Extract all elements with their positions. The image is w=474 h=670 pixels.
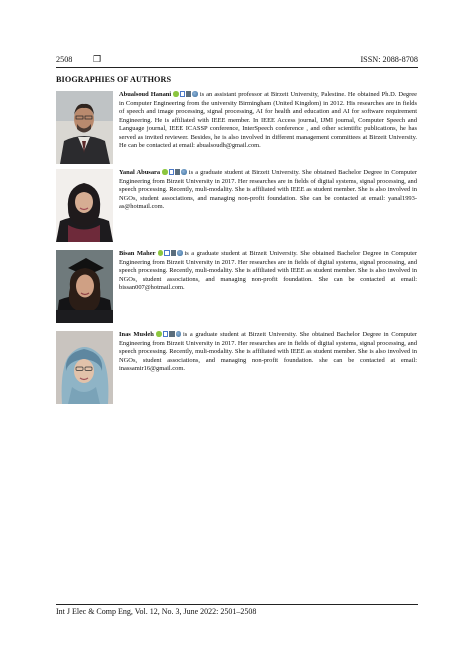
web-of-science-icon[interactable] (176, 331, 181, 336)
google-scholar-icon[interactable] (169, 169, 174, 174)
scopus-icon[interactable] (171, 250, 176, 255)
author-bio-text (119, 169, 417, 212)
author-photo (56, 250, 113, 323)
footer-citation: Int J Elec & Comp Eng, Vol. 12, No. 3, June 2022: 2501–2508 (56, 607, 257, 616)
orcid-icon[interactable] (156, 331, 161, 336)
author-photo-image (56, 250, 113, 323)
author-photo-image (56, 331, 113, 404)
web-of-science-icon[interactable] (177, 250, 182, 255)
author-photo-image (56, 169, 113, 242)
scopus-icon[interactable] (169, 331, 174, 336)
author-name: Yanal Abusara (119, 169, 161, 176)
author-name: Inas Musleh (119, 331, 154, 338)
scopus-icon[interactable] (186, 91, 191, 96)
author-photo (56, 331, 113, 404)
author-name: Abualsoud Hanani (119, 91, 172, 98)
footer-rule (56, 604, 418, 605)
journal-mark-icon: ❒ (93, 54, 102, 64)
author-photo (56, 91, 113, 164)
author-bio-text (119, 250, 417, 293)
google-scholar-icon[interactable] (164, 250, 169, 255)
web-of-science-icon[interactable] (192, 91, 197, 96)
orcid-icon[interactable] (173, 91, 178, 96)
author-bio-body: is an assistant professor at Birzeit University, Palestine. He obtained Ph.D. Degree in Computer Engineering from the university Birmingham (United Kingdom) in 2012. His researches are in fields of speech and image processing, signal processing, AI for health and education and AI for software requirement Engineering. He is affiliated with IEEE member. In IEEE Access journal, IJMI journal, Computer Speech and Language journal, IEEE ICASSP conference, InterSpeech conference , and other scientific publications, he has served as invited reviewer. Besides, he is also involved in different management committees at Birzeit University. He can be contacted at email: abualsoudh@gmail.com. (119, 91, 417, 150)
orcid-icon[interactable] (158, 250, 163, 255)
section-title: BIOGRAPHIES OF AUTHORS (56, 75, 172, 84)
header-rule (56, 67, 418, 68)
google-scholar-icon[interactable] (163, 331, 168, 336)
author-bio-body: is a graduate student at Birzeit University. She obtained Bachelor Degree in Computer Engineering from Birzeit University in 2017. Her researches are in fields of digital systems, signal processing, and speech processing. Recently, muli-modality. She is affiliated with IEEE as student member. She is also involved in NGOs, student associations, and managing non-profit foundation. She can be contacted at email: bissan007@hotmail.com. (119, 250, 417, 292)
author-name: Bisan Maher (119, 250, 156, 257)
author-photo (56, 169, 113, 242)
orcid-icon[interactable] (162, 169, 167, 174)
author-bio-text (119, 91, 417, 151)
author-bio-body: is a graduate student at Birzeit University. She obtained Bachelor Degree in Computer Engineering from Birzeit University in 2017. Her researches are in fields of digital systems, signal processing, and speech processing. Recently, muli-modality. She is affiliated with IEEE as student member. She is also involved in NGOs, student associations, and managing non-profit foundation. she can be contacted at email: inassamir16@gmail.com. (119, 331, 417, 373)
google-scholar-icon[interactable] (180, 91, 185, 96)
page-number: 2508 (56, 55, 73, 64)
author-bio-body: is a graduate student at Birzeit University. She obtained Bachelor Degree in Computer Engineering from Birzeit University in 2017. Her researches are in fields of digital systems, signal processing, and speech processing. Recently, muli-modality. She is affiliated with IEEE as student member. She is also involved in NGOs, student associations, and managing non-profit foundation. She can be contacted at email: yanal1993-as@hotmail.com. (119, 169, 417, 211)
author-photo-image (56, 91, 113, 164)
scopus-icon[interactable] (175, 169, 180, 174)
author-bio-text (119, 331, 417, 374)
web-of-science-icon[interactable] (181, 169, 186, 174)
issn-label: ISSN: 2088-8708 (360, 55, 418, 64)
